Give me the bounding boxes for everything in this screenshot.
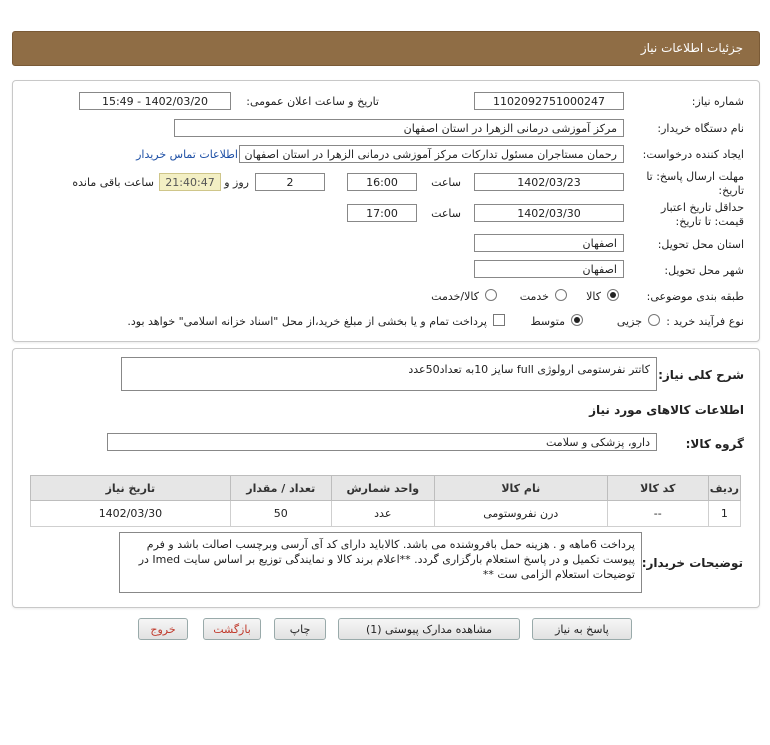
page-title: جزئیات اطلاعات نیاز [640, 41, 743, 55]
deadline-date-field: 1402/03/23 [474, 173, 624, 191]
requester-label: ایجاد کننده درخواست: [642, 148, 744, 161]
validity-time-field: 17:00 [347, 204, 417, 222]
goods-group-field: دارو، پزشکی و سلامت [107, 433, 657, 451]
col-unit: واحد شمارش [331, 476, 434, 501]
need-number-field: 1102092751000247 [474, 92, 624, 110]
buyer-org-field: مرکز آموزشی درمانی الزهرا در استان اصفهان [174, 119, 624, 137]
cell-name: درن نفروستومی [434, 501, 607, 527]
remaining-timer: 21:40:47 [159, 173, 221, 191]
buyer-org-label: نام دستگاه خریدار: [657, 122, 744, 135]
need-info-panel [12, 80, 760, 342]
goods-table [30, 475, 741, 527]
process-partial-label: جزیی [616, 315, 642, 328]
cell-code: -- [607, 501, 708, 527]
process-medium-label: متوسط [530, 315, 565, 328]
requester-field: رحمان مستاجران مسئول تدارکات مرکز آموزشی درمانی الزهرا در استان اصفهان [239, 145, 624, 163]
table-row [31, 501, 741, 527]
city-field: اصفهان [474, 260, 624, 278]
summary-label: شرح کلی نیاز: [658, 368, 744, 382]
process-partial-radio[interactable] [648, 314, 660, 326]
exit-button[interactable]: خروج [138, 618, 188, 640]
category-both-label: کالا/خدمت [431, 290, 479, 303]
print-button[interactable]: چاپ [274, 618, 326, 640]
remaining-label: ساعت باقی مانده [72, 176, 154, 189]
cell-qty: 50 [230, 501, 331, 527]
col-row: ردیف [708, 476, 740, 501]
attachments-button[interactable]: مشاهده مدارک پیوستی (1) [338, 618, 520, 640]
category-goods-label: کالا [586, 290, 601, 303]
process-label: نوع فرآیند خرید : [666, 315, 744, 328]
deadline-hour-label: ساعت [431, 176, 461, 189]
col-name: نام کالا [434, 476, 607, 501]
validity-date-field: 1402/03/30 [474, 204, 624, 222]
need-number-label: شماره نیاز: [691, 95, 744, 108]
goods-group-label: گروه کالا: [685, 437, 744, 451]
announce-field: 1402/03/20 - 15:49 [79, 92, 231, 110]
treasury-payment-note: پرداخت تمام و یا بخشی از مبلغ خرید،از محل "اسناد خزانه اسلامی" خواهد بود. [127, 315, 487, 328]
province-field: اصفهان [474, 234, 624, 252]
buyer-contact-link[interactable]: اطلاعات تماس خریدار [136, 148, 238, 161]
days-field: 2 [255, 173, 325, 191]
validity-label: حداقل تاریخ اعتبار قیمت: تا تاریخ: [660, 201, 744, 228]
cell-unit: عدد [331, 501, 434, 527]
buyer-notes-field: پرداخت 6ماهه و . هزینه حمل بافروشنده می باشد. کالاباید دارای کد آی آرسی وبرچسب اصالت باشد و فرم پیوست تکمیل و در پاسخ استعلام بارگزاری گردد. **اعلام برند کالا و نمایندگی توزیع بر اساس سایت Imed در توضیحات استعلام الزامی ست ** [119, 532, 642, 593]
cell-row: 1 [708, 501, 740, 527]
col-date: تاریخ نیاز [31, 476, 231, 501]
announce-label: تاریخ و ساعت اعلان عمومی: [246, 95, 379, 108]
buyer-notes-label: توضیحات خریدار: [641, 556, 743, 570]
back-button[interactable]: بازگشت [203, 618, 261, 640]
category-service-label: خدمت [519, 290, 549, 303]
treasury-payment-checkbox[interactable] [493, 314, 505, 326]
validity-hour-label: ساعت [431, 207, 461, 220]
process-medium-radio[interactable] [571, 314, 583, 326]
col-code: کد کالا [607, 476, 708, 501]
category-label: طبقه بندی موضوعی: [646, 290, 744, 303]
category-goods-radio[interactable] [607, 289, 619, 301]
reply-button[interactable]: پاسخ به نیاز [532, 618, 632, 640]
goods-table-header [31, 476, 741, 501]
goods-info-heading: اطلاعات کالاهای مورد نیاز [589, 403, 744, 417]
deadline-time-field: 16:00 [347, 173, 417, 191]
summary-field: کاتتر نفرستومی ارولوژی full سایز 10به تعداد50عدد [121, 357, 657, 391]
deadline-label: مهلت ارسال پاسخ: تا تاریخ: [646, 170, 744, 197]
category-both-radio[interactable] [485, 289, 497, 301]
province-label: استان محل تحویل: [657, 238, 744, 251]
cell-date: 1402/03/30 [31, 501, 231, 527]
city-label: شهر محل تحویل: [664, 264, 744, 277]
page-header [12, 31, 760, 66]
col-qty: تعداد / مقدار [230, 476, 331, 501]
category-service-radio[interactable] [555, 289, 567, 301]
days-label: روز و [224, 176, 249, 189]
